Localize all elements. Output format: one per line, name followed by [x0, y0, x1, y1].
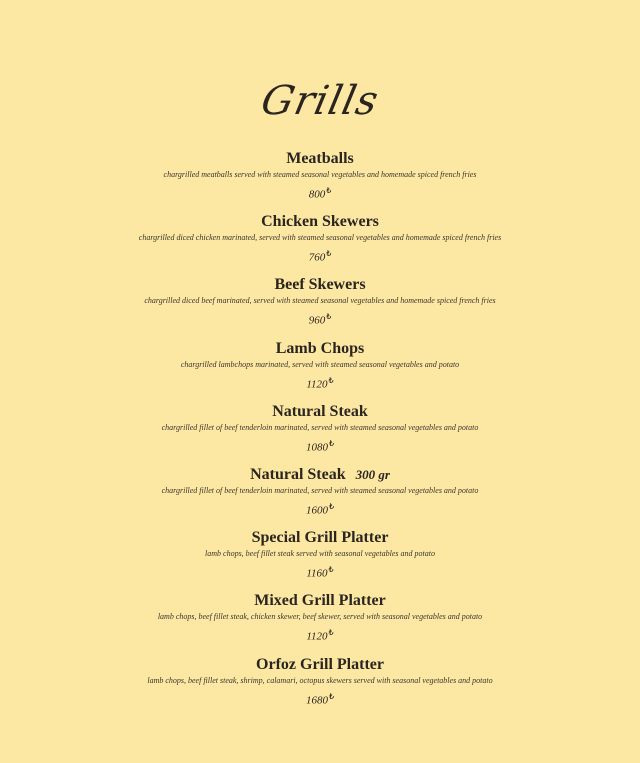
menu-item	[0, 402, 640, 465]
currency-symbol: ₺	[328, 375, 334, 385]
item-price: 1120₺	[306, 375, 334, 391]
item-description: chargrilled fillet of beef tenderloin marinated, served with steamed seasonal vegetables and potato	[161, 422, 479, 432]
currency-symbol: ₺	[328, 501, 335, 511]
item-price: 1080₺	[305, 438, 335, 454]
item-price: 1160₺	[306, 565, 334, 580]
currency-symbol: ₺	[326, 249, 332, 259]
item-price: 760₺	[308, 249, 332, 264]
item-name: Mixed Grill Platter	[254, 592, 386, 610]
item-name: Beef Skewers	[274, 276, 366, 294]
item-description: chargrilled lambchops marinated, served with steamed seasonal vegetables and potato	[180, 359, 460, 369]
currency-symbol: ₺	[328, 565, 334, 575]
item-weight: 300 gr	[355, 466, 390, 482]
item-name: Natural Steak	[272, 402, 368, 420]
item-description: chargrilled diced beef marinated, served with steamed seasonal vegetables and homemade spiced french fries	[144, 296, 496, 306]
item-name: Natural Steak 300 gr	[250, 465, 390, 483]
item-description: lamb chops, beef fillet steak, shrimp, calamari, octopus skewers served with seasonal vegetables and potato	[147, 675, 493, 685]
item-description: lamb chops, beef fillet steak served with seasonal vegetables and potato	[205, 549, 435, 559]
menu-item	[0, 275, 640, 338]
currency-symbol: ₺	[328, 438, 335, 448]
currency-symbol: ₺	[328, 691, 335, 701]
menu-heading	[0, 78, 640, 124]
menu-item	[0, 465, 640, 528]
item-price: 1120₺	[306, 628, 334, 643]
item-description: chargrilled fillet of beef tenderloin marinated, served with steamed seasonal vegetables and potato	[161, 485, 479, 495]
item-name: Orfoz Grill Platter	[256, 655, 384, 673]
item-name: Lamb Chops	[275, 339, 365, 357]
item-name: Chicken Skewers	[261, 213, 379, 231]
item-description: chargrilled diced chicken marinated, served with steamed seasonal vegetables and homemade spiced french fries	[138, 233, 502, 243]
currency-symbol: ₺	[328, 628, 334, 638]
menu-item	[0, 591, 640, 654]
menu-item	[0, 149, 640, 212]
item-description: lamb chops, beef fillet steak, chicken skewer, beef skewer, served with seasonal vegetables and potato	[157, 612, 483, 622]
menu-heading-text: Grills	[257, 78, 383, 124]
menu-item	[0, 339, 640, 402]
menu-item	[0, 528, 640, 591]
item-name: Special Grill Platter	[251, 529, 389, 547]
menu-item	[0, 655, 640, 718]
item-price: 800₺	[308, 186, 332, 201]
item-description: chargrilled meatballs served with steamed seasonal vegetables and homemade spiced french fries	[163, 170, 477, 179]
currency-symbol: ₺	[326, 186, 332, 195]
item-price: 960₺	[308, 312, 332, 328]
item-name: Meatballs	[286, 150, 354, 167]
currency-symbol: ₺	[326, 312, 332, 322]
item-price: 1600₺	[305, 501, 335, 517]
menu-item	[0, 212, 640, 275]
item-price: 1680₺	[305, 691, 335, 707]
menu-item-list	[0, 149, 640, 718]
